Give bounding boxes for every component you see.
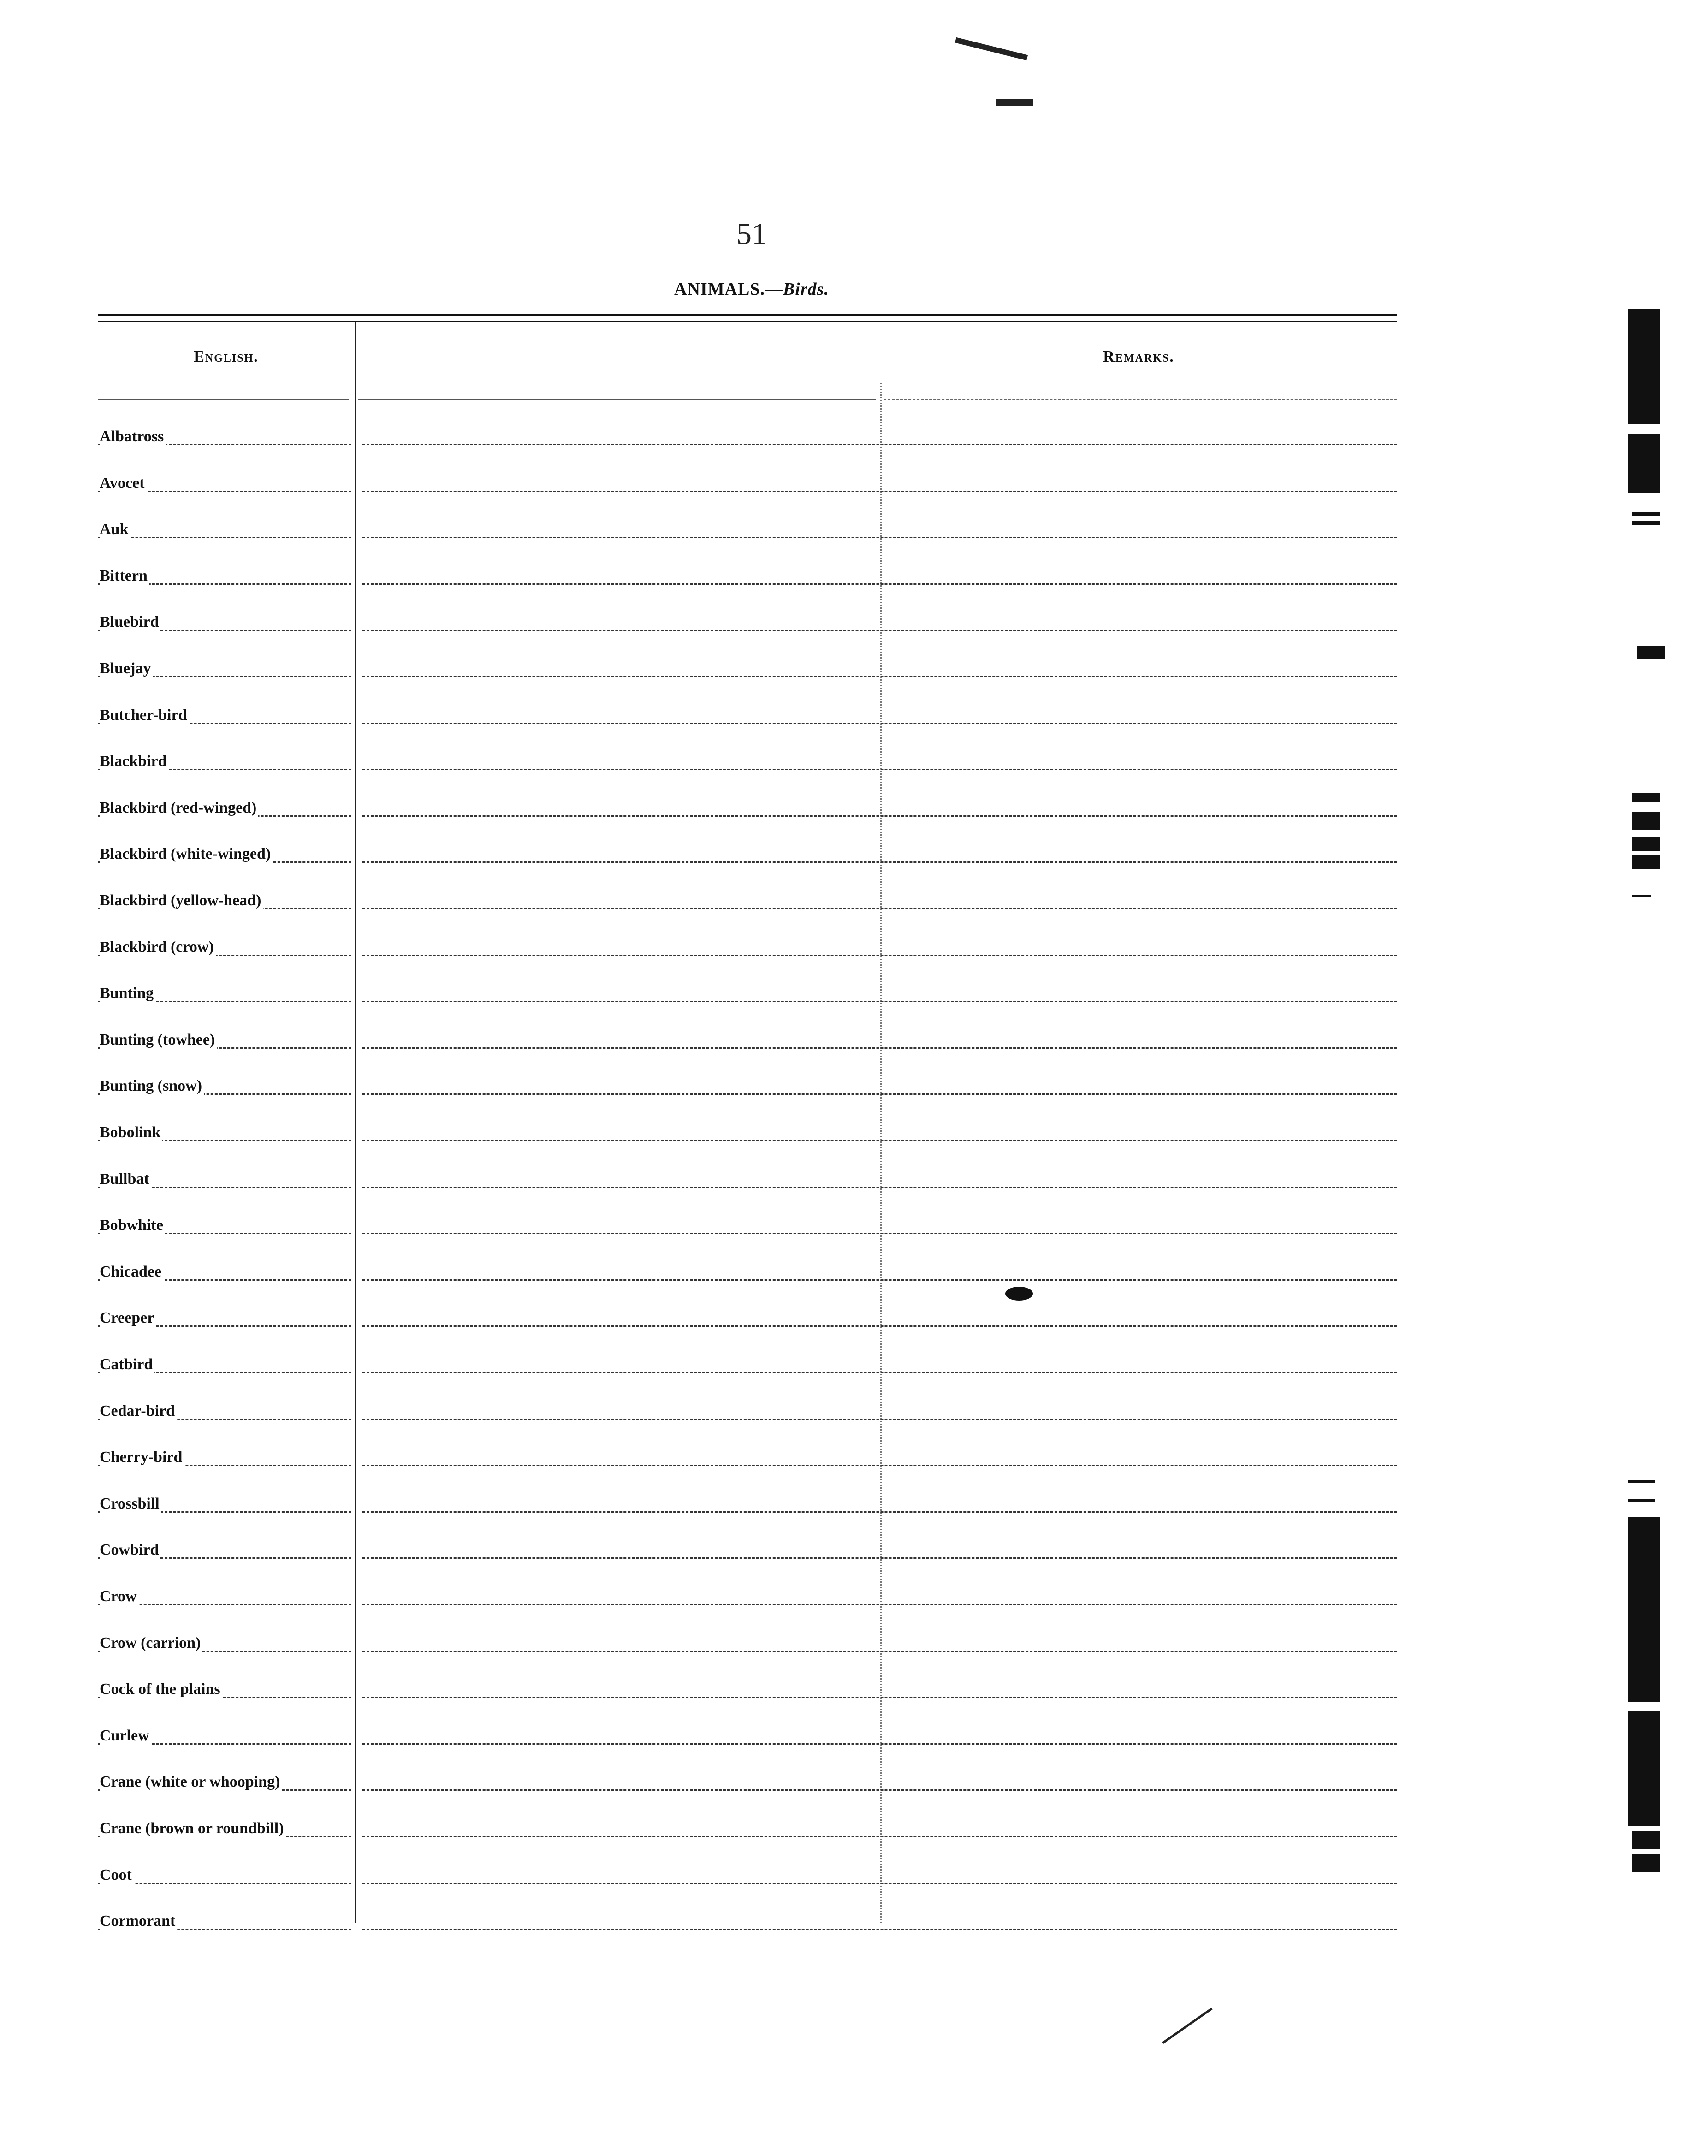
table-row [98, 1209, 1397, 1237]
entry-line[interactable] [362, 1419, 1397, 1420]
table-row [98, 1256, 1397, 1283]
bird-name: Cherry-bird [100, 1449, 184, 1466]
entry-line[interactable] [362, 1883, 1397, 1884]
entry-line[interactable] [362, 861, 1397, 863]
table-row [98, 421, 1397, 448]
entry-line[interactable] [362, 1743, 1397, 1745]
table-row [98, 1070, 1397, 1098]
column-header-remarks: Remarks. [1103, 348, 1174, 365]
table-row [98, 838, 1397, 866]
section-title-sub: Birds. [783, 279, 829, 299]
bird-name: Butcher-bird [100, 707, 189, 724]
table-row [98, 1117, 1397, 1144]
table-row [98, 1905, 1397, 1933]
ink-scratch [955, 37, 1028, 60]
header-rule-left [98, 399, 349, 400]
bird-name: Curlew [100, 1727, 151, 1745]
bird-name: Blackbird (crow) [100, 938, 216, 956]
entry-line[interactable] [362, 1001, 1397, 1002]
scan-edge-marks [1614, 300, 1669, 1845]
table-row [98, 1348, 1397, 1376]
bird-name: Blackbird (white-winged) [100, 845, 273, 863]
table-row [98, 1395, 1397, 1423]
entry-line[interactable] [362, 1836, 1397, 1837]
bird-name: Bobwhite [100, 1217, 165, 1234]
bird-name: Auk [100, 521, 130, 538]
bird-name: Bobolink [100, 1124, 162, 1141]
table-row [98, 1766, 1397, 1794]
bird-name: Bittern [100, 567, 149, 585]
table-row [98, 606, 1397, 634]
table-row [98, 1627, 1397, 1655]
entry-line[interactable] [362, 1789, 1397, 1791]
entry-line[interactable] [362, 908, 1397, 909]
entry-line[interactable] [362, 1325, 1397, 1327]
header-rule-right [884, 399, 1397, 400]
entry-line[interactable] [362, 537, 1397, 538]
bird-name: Bunting (snow) [100, 1077, 204, 1095]
table-row [98, 1441, 1397, 1469]
header-rule-middle [358, 399, 876, 400]
top-rule [98, 314, 1397, 316]
leader-line [98, 1883, 351, 1884]
table-row [98, 792, 1397, 820]
entry-line[interactable] [362, 1233, 1397, 1234]
entry-line[interactable] [362, 723, 1397, 724]
entry-line[interactable] [362, 815, 1397, 817]
entry-line[interactable] [362, 491, 1397, 492]
table-row [98, 1488, 1397, 1515]
ink-scratch [996, 99, 1033, 106]
bird-name: Coot [100, 1866, 134, 1884]
bird-name: Bluebird [100, 613, 160, 631]
table-row [98, 1720, 1397, 1747]
table-row [98, 931, 1397, 959]
bird-name: Creeper [100, 1309, 156, 1327]
bird-name: Bunting [100, 985, 155, 1002]
bird-name: Bluejay [100, 660, 153, 677]
table-row [98, 745, 1397, 773]
entry-line[interactable] [362, 1651, 1397, 1652]
bird-name: Catbird [100, 1356, 154, 1373]
bird-name: Bullbat [100, 1170, 151, 1188]
table-row [98, 699, 1397, 727]
bird-name: Cock of the plains [100, 1681, 222, 1698]
bird-name: Blackbird (yellow-head) [100, 892, 263, 909]
entry-line[interactable] [362, 676, 1397, 677]
pen-mark [1162, 2008, 1212, 2044]
bird-name: Albatross [100, 428, 166, 445]
entry-line[interactable] [362, 1140, 1397, 1141]
entry-line[interactable] [362, 1372, 1397, 1373]
table-row [98, 1673, 1397, 1701]
table-row [98, 513, 1397, 541]
entry-line[interactable] [362, 1047, 1397, 1049]
section-title-main: ANIMALS.— [674, 279, 783, 299]
bird-name: Blackbird [100, 753, 168, 770]
column-header-english: English. [194, 348, 259, 365]
bird-name: Crane (brown or roundbill) [100, 1820, 286, 1837]
table-row [98, 560, 1397, 588]
section-title [553, 279, 950, 299]
entry-line[interactable] [362, 1604, 1397, 1605]
entry-line[interactable] [362, 1279, 1397, 1281]
entry-line[interactable] [362, 444, 1397, 445]
bird-name: Avocet [100, 475, 147, 492]
bird-name: Cowbird [100, 1541, 160, 1559]
entry-line[interactable] [362, 1093, 1397, 1095]
table-row [98, 1024, 1397, 1051]
bird-name: Chicadee [100, 1263, 163, 1281]
entry-line[interactable] [362, 1465, 1397, 1466]
table-row [98, 1580, 1397, 1608]
table-row [98, 1812, 1397, 1840]
leader-line [98, 537, 351, 538]
table-row [98, 1534, 1397, 1562]
table-row [98, 1163, 1397, 1191]
table-row [98, 1859, 1397, 1887]
entry-line[interactable] [362, 630, 1397, 631]
entry-line[interactable] [362, 1929, 1397, 1930]
ink-blot [1005, 1287, 1033, 1301]
bird-name: Crow (carrion) [100, 1634, 202, 1652]
entry-line[interactable] [362, 1187, 1397, 1188]
entry-line[interactable] [362, 1557, 1397, 1559]
table-row [98, 977, 1397, 1005]
entry-line[interactable] [362, 1511, 1397, 1513]
entry-line[interactable] [362, 769, 1397, 770]
table-row [98, 885, 1397, 912]
entry-line[interactable] [362, 955, 1397, 956]
page-number: 51 [736, 217, 767, 251]
bird-name: Blackbird (red-winged) [100, 799, 258, 817]
table-row [98, 467, 1397, 495]
bird-name: Crane (white or whooping) [100, 1773, 282, 1791]
bird-name: Crossbill [100, 1495, 161, 1513]
entry-line[interactable] [362, 1697, 1397, 1698]
bird-name: Cormorant [100, 1912, 177, 1930]
bird-name: Cedar-bird [100, 1402, 177, 1420]
top-rule-thin [98, 321, 1397, 322]
table-row [98, 653, 1397, 680]
table-row [98, 1302, 1397, 1330]
bird-name: Bunting (towhee) [100, 1031, 217, 1049]
bird-name: Crow [100, 1588, 139, 1605]
entry-line[interactable] [362, 583, 1397, 585]
